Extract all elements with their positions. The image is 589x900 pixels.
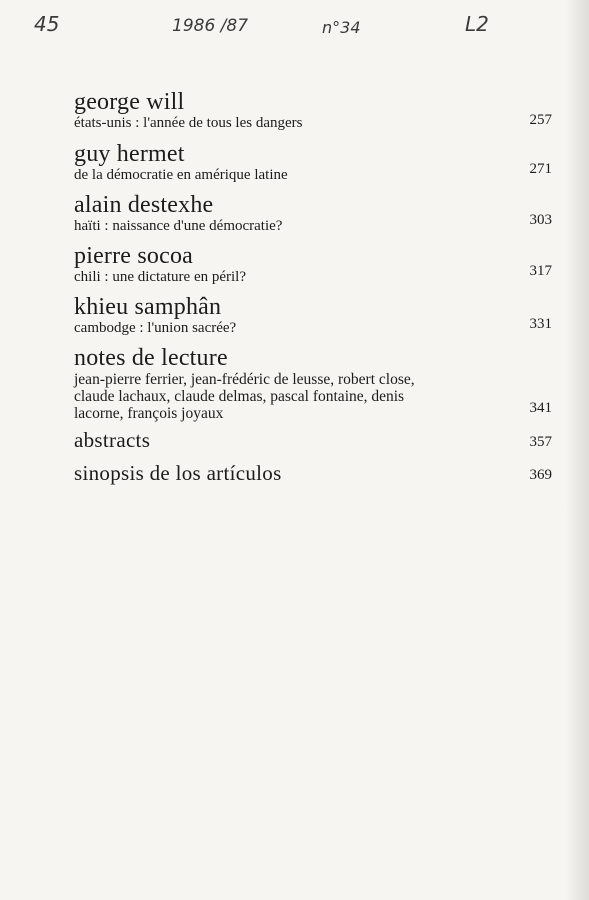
toc-entry-notes[interactable]: [74, 345, 552, 422]
toc-author: khieu samphân: [74, 294, 222, 320]
sinopsis-label: sinopsis de los artículos: [74, 461, 282, 485]
toc-title: haïti : naissance d'une démocratie?: [74, 218, 283, 234]
toc-page-number: 369: [529, 467, 552, 483]
toc-entry[interactable]: [74, 141, 552, 184]
handwritten-mark-right: L2: [465, 12, 489, 36]
toc-page-number: 317: [529, 263, 552, 279]
notes-line: jean-pierre ferrier, jean-frédéric de leusse, robert close,: [74, 371, 415, 388]
toc-entry[interactable]: [74, 243, 552, 286]
toc-author: george will: [74, 89, 185, 115]
toc-title: chili : une dictature en péril?: [74, 269, 247, 285]
toc-page-number: 271: [529, 161, 552, 177]
notes-line: claude lachaux, claude delmas, pascal fontaine, denis: [74, 388, 405, 405]
abstracts-label: abstracts: [74, 428, 151, 452]
toc-author: guy hermet: [74, 141, 185, 167]
toc-page-number: 303: [529, 212, 552, 228]
toc-page-number: 257: [529, 112, 552, 128]
toc-author: pierre socoa: [74, 243, 194, 269]
toc-page-number: 331: [529, 316, 552, 332]
toc-entry-abstracts[interactable]: [74, 428, 552, 452]
toc-title: états-unis : l'année de tous les dangers: [74, 115, 303, 131]
toc-author: alain destexhe: [74, 192, 214, 218]
notes-line: lacorne, françois joyaux: [74, 405, 224, 422]
page-edge-shadow: [565, 0, 589, 900]
toc-entry[interactable]: [74, 294, 552, 337]
toc-entry[interactable]: [74, 192, 552, 235]
toc-title: cambodge : l'union sacrée?: [74, 320, 237, 336]
toc-entry-sinopsis[interactable]: [74, 461, 552, 485]
handwritten-date: 1986 /87: [172, 16, 249, 36]
toc-page-number: 357: [529, 434, 552, 450]
toc-title: de la démocratie en amérique latine: [74, 167, 288, 183]
handwritten-mark-left: 45: [34, 12, 60, 36]
toc-page-number: 341: [529, 400, 552, 416]
notes-authors: [74, 371, 512, 422]
toc-entry[interactable]: [74, 89, 552, 132]
handwritten-issue: n°34: [322, 18, 361, 37]
notes-heading: notes de lecture: [74, 345, 228, 371]
